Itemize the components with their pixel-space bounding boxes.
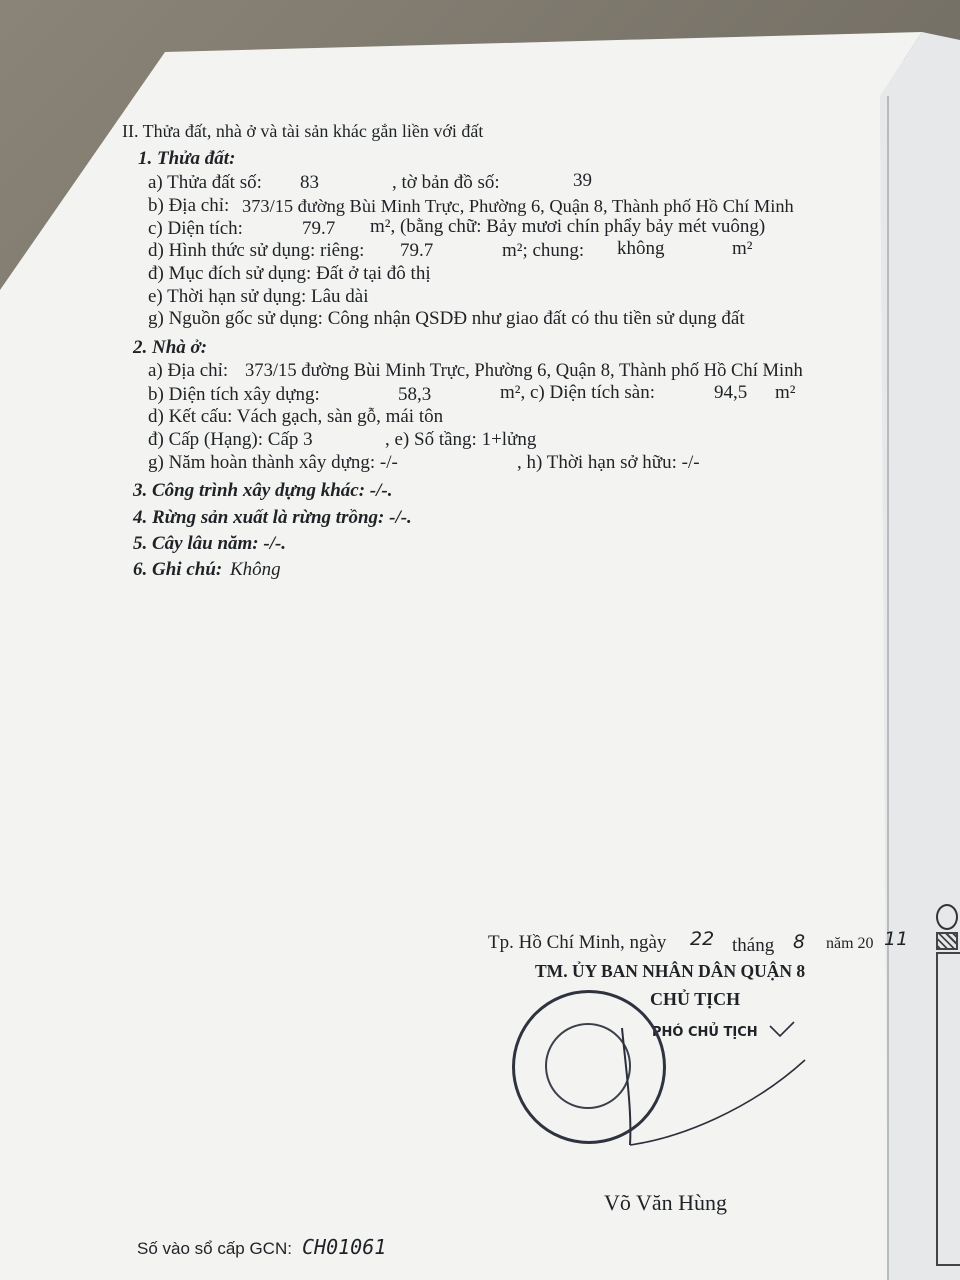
notes-value: Không <box>230 559 281 580</box>
house-grade: đ) Cấp (Hạng): Cấp 3 <box>148 429 313 450</box>
place-date-prefix: Tp. Hồ Chí Minh, ngày <box>488 932 667 953</box>
house-address: 373/15 đường Bùi Minh Trực, Phường 6, Quận 8, Thành phố Hồ Chí Minh <box>245 360 803 381</box>
lot-number-label: a) Thửa đất số: <box>148 172 262 193</box>
chair-title: CHỦ TỊCH <box>650 989 741 1009</box>
house-floors: , e) Số tầng: 1+lửng <box>385 429 537 450</box>
land-purpose: đ) Mục đích sử dụng: Đất ở tại đô thị <box>148 263 431 284</box>
land-heading: 1. Thửa đất: <box>138 148 236 169</box>
floor-area: 94,5 <box>714 382 748 403</box>
shared-value: không <box>617 238 665 259</box>
house-heading: 2. Nhà ở: <box>133 337 208 358</box>
land-term: e) Thời hạn sử dụng: Lâu dài <box>148 286 369 307</box>
shared-unit: m² <box>732 238 753 259</box>
usage-form-label: d) Hình thức sử dụng: riêng: <box>148 240 365 261</box>
side-frame-box <box>936 952 960 1266</box>
sign-month: 8 <box>793 931 806 953</box>
registry-label: Số vào sổ cấp GCN: <box>137 1239 292 1258</box>
floor-area-unit: m² <box>775 382 796 403</box>
build-area-label: b) Diện tích xây dựng: <box>148 384 320 405</box>
registry-number: CH01061 <box>302 1235 387 1259</box>
section-title: II. Thửa đất, nhà ở và tài sản khác gắn liền với đất <box>122 121 484 141</box>
signature-icon <box>560 1020 820 1150</box>
shared-label: m²; chung: <box>502 240 585 261</box>
house-structure: d) Kết cấu: Vách gạch, sàn gỗ, mái tôn <box>148 406 444 427</box>
side-circle-icon <box>936 904 958 930</box>
land-origin: g) Nguồn gốc sử dụng: Công nhận QSDĐ như giao đất có thu tiền sử dụng đất <box>148 308 745 329</box>
build-area: 58,3 <box>398 384 432 405</box>
signer-name: Võ Văn Hùng <box>604 1190 728 1215</box>
land-area-in-words: m², (bằng chữ: Bảy mươi chín phẩy bảy mét vuông) <box>370 216 766 237</box>
month-label: tháng <box>732 935 775 956</box>
authority-name: TM. ỦY BAN NHÂN DÂN QUẬN 8 <box>535 961 806 981</box>
land-area-label: c) Diện tích: <box>148 218 243 239</box>
map-sheet-label: , tờ bản đồ số: <box>392 172 500 193</box>
floor-area-label: m², c) Diện tích sàn: <box>500 382 656 403</box>
other-works: 3. Công trình xây dựng khác: -/-. <box>133 480 393 501</box>
production-forest: 4. Rừng sản xuất là rừng trồng: -/-. <box>133 507 412 528</box>
deputy-title: PHÓ CHỦ TỊCH <box>652 1025 758 1040</box>
land-address: 373/15 đường Bùi Minh Trực, Phường 6, Quận 8, Thành phố Hồ Chí Minh <box>242 196 794 216</box>
sign-day: 22 <box>690 928 715 950</box>
house-address-label: a) Địa chỉ: <box>148 360 229 381</box>
notes-heading: 6. Ghi chú: <box>133 559 223 580</box>
side-hatched-box <box>936 932 958 950</box>
lot-number: 83 <box>300 172 319 193</box>
perennial-trees: 5. Cây lâu năm: -/-. <box>133 533 287 554</box>
land-area: 79.7 <box>302 218 336 239</box>
land-address-label: b) Địa chỉ: <box>148 195 230 216</box>
map-sheet-number: 39 <box>573 170 592 191</box>
private-area: 79.7 <box>400 240 434 261</box>
completion-year: g) Năm hoàn thành xây dựng: -/- <box>148 452 398 473</box>
ownership-term: , h) Thời hạn sở hữu: -/- <box>517 452 700 473</box>
sign-year-suffix: 11 <box>884 928 909 950</box>
year-label: năm 20 <box>826 935 874 952</box>
